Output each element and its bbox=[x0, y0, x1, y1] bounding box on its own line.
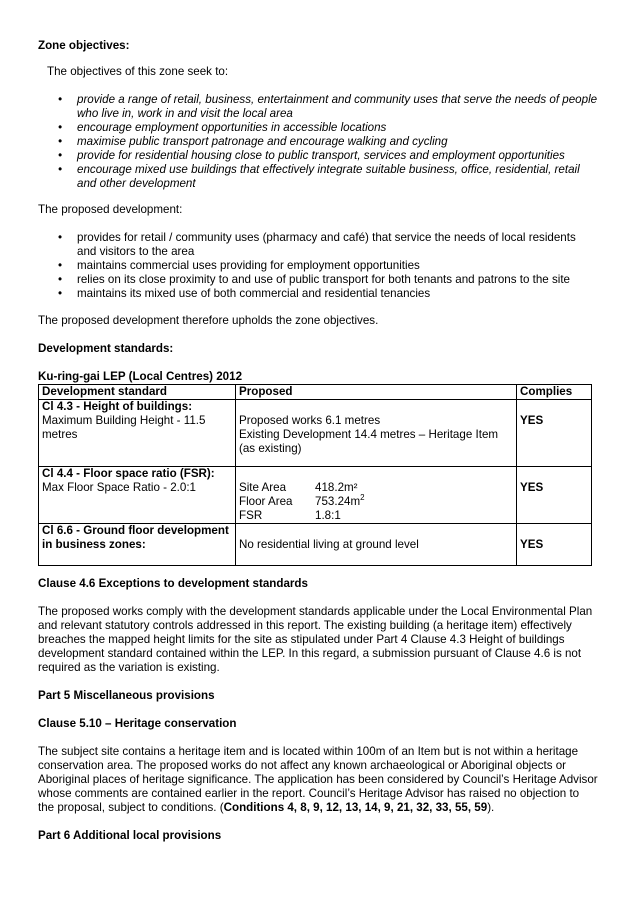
standard-title: Cl 6.6 - Ground floor development in business zones: bbox=[42, 524, 229, 551]
clause-4-6-heading: Clause 4.6 Exceptions to development standards bbox=[38, 577, 308, 590]
list-item: • provide for residential housing close to public transport, services and employment opportunities bbox=[38, 149, 598, 163]
site-area-label: Site Area bbox=[239, 481, 287, 494]
proposed-cell bbox=[236, 400, 517, 467]
complies-cell bbox=[517, 400, 592, 467]
clause-4-6-body: The proposed works comply with the development standards applicable under the Local Environmental Plan and relevant statutory controls addressed in this report. The existing building (a heritage item) effectively breaches the mapped height limits for the site as stipulated under Part 4 Clause 4.3 Height of buildings development standard contained within the LEP. In this regard, a submission pursuant of Clause 4.6 is not required as the variation is existing. bbox=[38, 605, 593, 674]
standard-cell bbox=[39, 400, 236, 467]
header-development-standard: Development standard bbox=[39, 385, 236, 400]
clause-5-10-heading: Clause 5.10 – Heritage conservation bbox=[38, 717, 237, 730]
clause-5-10-body: The subject site contains a heritage item and is located within 100m of an Item but is not within a heritage conservation area. The proposed works do not affect any known archaeological or Aboriginal objects or Aboriginal places of heritage significance. The application has been considered by Council’s Heritage Advisor whose comments are contained earlier in the report. Council’s Heritage Advisor has raised no objection to the proposal, subject to conditions. (Conditions 4, 8, 9, 12, 13, 14, 9, 21, 32, 33, 55, 59). bbox=[38, 745, 598, 814]
part-5-heading: Part 5 Miscellaneous provisions bbox=[38, 689, 215, 702]
floor-area-label: Floor Area bbox=[239, 495, 293, 508]
list-item: • encourage employment opportunities in accessible locations bbox=[38, 121, 598, 135]
conditions-list: Conditions 4, 8, 9, 12, 13, 14, 9, 21, 32, 33, 55, 59 bbox=[223, 801, 488, 814]
standard-desc: Max Floor Space Ratio - 2.0:1 bbox=[42, 481, 197, 494]
zone-intro: The objectives of this zone seek to: bbox=[47, 65, 229, 78]
list-item: • provide a range of retail, business, entertainment and community uses that serve the needs of people who live in, work in and visit the local area bbox=[38, 93, 598, 121]
complies-value: YES bbox=[520, 537, 544, 551]
proposed-cell bbox=[236, 467, 517, 524]
list-item: • encourage mixed use buildings that effectively integrate suitable business, office, residential, retail and other development bbox=[38, 163, 598, 191]
standard-desc: Maximum Building Height - 11.5 metres bbox=[42, 414, 206, 441]
zone-objectives-heading: Zone objectives: bbox=[38, 39, 130, 52]
part-6-heading: Part 6 Additional local provisions bbox=[38, 829, 222, 842]
floor-area-value: $753.24m^2$ bbox=[315, 493, 365, 508]
proposed-line: Proposed works 6.1 metres bbox=[239, 414, 381, 427]
zone-objectives-list bbox=[38, 93, 598, 191]
list-item: • maintains commercial uses providing for employment opportunities bbox=[38, 259, 598, 273]
header-complies: Complies bbox=[517, 385, 592, 400]
proposed-line: No residential living at ground level bbox=[239, 537, 419, 551]
proposed-cell bbox=[236, 524, 517, 566]
standard-title: Cl 4.4 - Floor space ratio (FSR): bbox=[42, 467, 215, 480]
standard-title: Cl 4.3 - Height of buildings: bbox=[42, 400, 193, 413]
zone-conclusion: The proposed development therefore upholds the zone objectives. bbox=[38, 314, 379, 327]
table-title: Ku-ring-gai LEP (Local Centres) 2012 bbox=[38, 370, 243, 383]
fsr-grid bbox=[239, 481, 513, 523]
list-item: • relies on its close proximity to and use of public transport for both tenants and patrons to the site bbox=[38, 273, 598, 287]
proposed-intro: The proposed development: bbox=[38, 203, 183, 216]
list-item: • provides for retail / community uses (pharmacy and café) that service the needs of local residents and visitors to the area bbox=[38, 231, 598, 259]
development-standards-table bbox=[38, 384, 592, 566]
proposed-line: Existing Development 14.4 metres – Heritage Item (as existing) bbox=[239, 428, 499, 455]
complies-value: YES bbox=[520, 414, 544, 427]
proposed-list bbox=[38, 231, 598, 301]
header-proposed: Proposed bbox=[236, 385, 517, 400]
list-item: • maximise public transport patronage and encourage walking and cycling bbox=[38, 135, 598, 149]
development-standards-heading: Development standards: bbox=[38, 342, 174, 355]
fsr-label: FSR bbox=[239, 509, 263, 522]
standard-cell bbox=[39, 467, 236, 524]
table-header-row bbox=[39, 385, 592, 400]
document-page bbox=[38, 39, 598, 843]
standard-cell bbox=[39, 524, 236, 566]
complies-cell bbox=[517, 467, 592, 524]
list-item: • maintains its mixed use of both commercial and residential tenancies bbox=[38, 287, 598, 301]
table-row bbox=[39, 400, 592, 467]
table-row bbox=[39, 467, 592, 524]
complies-value: YES bbox=[520, 481, 544, 494]
complies-cell bbox=[517, 524, 592, 566]
table-row bbox=[39, 524, 592, 566]
fsr-value: 1.8:1 bbox=[315, 509, 341, 522]
site-area-value: 418.2m² bbox=[315, 481, 358, 494]
